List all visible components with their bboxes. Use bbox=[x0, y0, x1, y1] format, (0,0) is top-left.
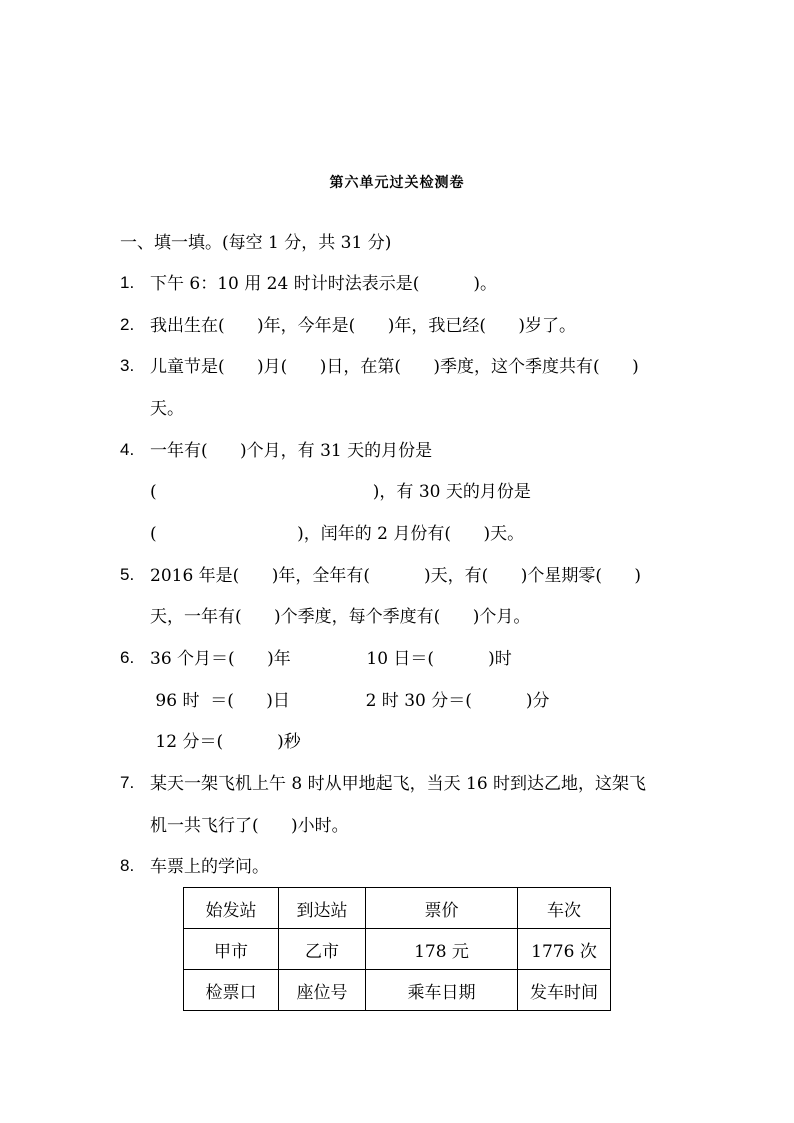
question-number: 7. bbox=[120, 773, 135, 792]
table-cell: 178 元 bbox=[366, 929, 518, 970]
question-line: 我出生在( )年，今年是( )年，我已经( )岁了。 bbox=[150, 316, 577, 336]
table-cell: 乘车日期 bbox=[366, 970, 518, 1011]
ticket-table bbox=[183, 887, 611, 1011]
question-line: 车票上的学问。 bbox=[150, 857, 269, 877]
question-line: 一年有( )个月，有 31 天的月份是 bbox=[150, 441, 433, 461]
question-number: 2. bbox=[120, 315, 135, 334]
question-line: 机一共飞行了( )小时。 bbox=[150, 816, 349, 836]
table-cell: 检票口 bbox=[184, 970, 279, 1011]
question-number: 3. bbox=[120, 356, 135, 375]
question-line: ( )，闰年的 2 月份有( )天。 bbox=[150, 524, 525, 544]
question-line: 2016 年是( )年，全年有( )天，有( )个星期零( ) bbox=[150, 566, 642, 586]
question-line: 下午 6：10 用 24 时计时法表示是( )。 bbox=[150, 274, 497, 294]
table-cell: 到达站 bbox=[279, 888, 366, 929]
table-cell: 乙市 bbox=[279, 929, 366, 970]
question-line: 某天一架飞机上午 8 时从甲地起飞，当天 16 时到达乙地，这架飞 bbox=[150, 774, 647, 794]
question-number: 5. bbox=[120, 565, 135, 584]
table-cell: 1776 次 bbox=[518, 929, 611, 970]
question-number: 1. bbox=[120, 273, 135, 292]
question-line: 12 分＝( )秒 bbox=[150, 732, 301, 752]
question-line: 儿童节是( )月( )日，在第( )季度，这个季度共有( ) bbox=[150, 357, 639, 377]
table-row bbox=[184, 888, 611, 929]
table-cell: 座位号 bbox=[279, 970, 366, 1011]
question-number: 4. bbox=[120, 440, 135, 459]
table-cell: 车次 bbox=[518, 888, 611, 929]
question-line: 天。 bbox=[150, 399, 184, 419]
table-cell: 甲市 bbox=[184, 929, 279, 970]
question-line: 天，一年有( )个季度，每个季度有( )个月。 bbox=[150, 607, 531, 627]
section-heading: 一、填一填。(每空 1 分，共 31 分) bbox=[120, 233, 392, 253]
table-row bbox=[184, 970, 611, 1011]
question-line: 36 个月＝( )年 10 日＝( )时 bbox=[150, 649, 512, 669]
question-line: ( )，有 30 天的月份是 bbox=[150, 482, 531, 502]
page-title: 第六单元过关检测卷 bbox=[329, 175, 465, 191]
table-cell: 始发站 bbox=[184, 888, 279, 929]
table-cell: 发车时间 bbox=[518, 970, 611, 1011]
table-cell: 票价 bbox=[366, 888, 518, 929]
question-number: 8. bbox=[120, 856, 135, 875]
question-number: 6. bbox=[120, 648, 135, 667]
table-row bbox=[184, 929, 611, 970]
question-line: 96 时 ＝( )日 2 时 30 分＝( )分 bbox=[150, 691, 550, 711]
